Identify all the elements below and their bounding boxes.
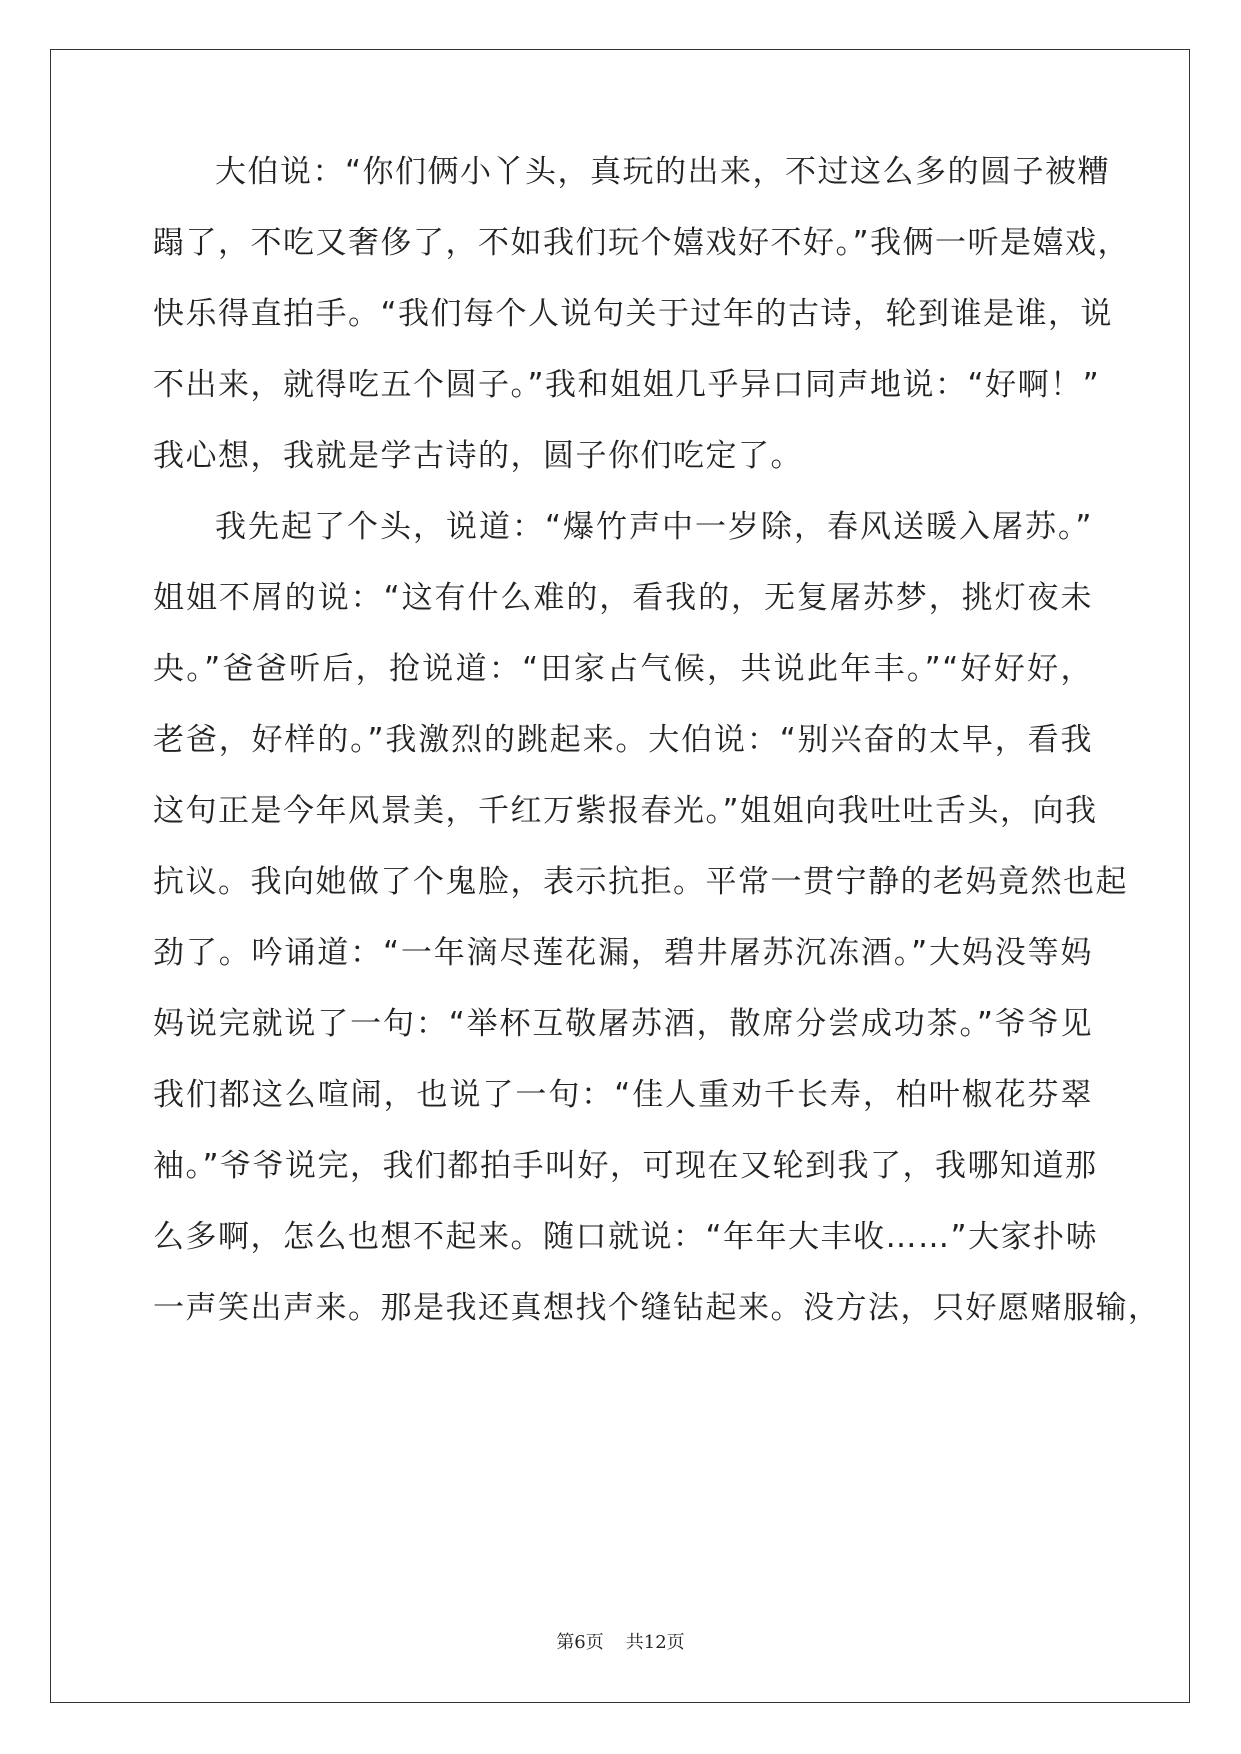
paragraph-line: 老爸，好样的。”我激烈的跳起来。大伯说：“别兴奋的太早，看我 xyxy=(153,722,1093,758)
paragraph-line: 劲了。吟诵道：“一年滴尽莲花漏，碧井屠苏沉冻酒。”大妈没等妈 xyxy=(153,935,1093,971)
paragraph-line: 妈说完就说了一句：“举杯互敬屠苏酒，散席分尝成功茶。”爷爷见 xyxy=(153,1006,1093,1042)
paragraph-line: 么多啊，怎么也想不起来。随口就说：“年年大丰收……”大家扑哧 xyxy=(153,1219,1099,1255)
paragraph-line: 这句正是今年风景美，千红万紫报春光。”姐姐向我吐吐舌头，向我 xyxy=(153,793,1098,829)
paragraph-line: 抗议。我向她做了个鬼脸，表示抗拒。平常一贯宁静的老妈竟然也起 xyxy=(153,864,1128,900)
paragraph-line: 袖。”爷爷说完，我们都拍手叫好，可现在又轮到我了，我哪知道那 xyxy=(153,1148,1098,1184)
paragraph-line: 一声笑出声来。那是我还真想找个缝钻起来。没方法，只好愿赌服输， xyxy=(153,1290,1161,1326)
paragraph-line: 蹋了，不吃又奢侈了，不如我们玩个嬉戏好不好。”我俩一听是嬉戏， xyxy=(153,225,1131,261)
paragraph-line: 大伯说：“你们俩小丫头，真玩的出来，不过这么多的圆子被糟 xyxy=(215,154,1111,190)
paragraph-line: 快乐得直拍手。“我们每个人说句关于过年的古诗，轮到谁是谁，说 xyxy=(153,296,1114,332)
page-total: 共12页 xyxy=(625,1632,685,1653)
paragraph-line: 不出来，就得吃五个圆子。”我和姐姐几乎异口同声地说：“好啊！” xyxy=(153,367,1101,403)
paragraph-line: 央。”爸爸听后，抢说道：“田家占气候，共说此年丰。”“好好好， xyxy=(153,651,1093,687)
paragraph-line: 我们都这么喧闹，也说了一句：“佳人重劝千长寿，柏叶椒花芬翠 xyxy=(153,1077,1093,1113)
paragraph-line: 我心想，我就是学古诗的，圆子你们吃定了。 xyxy=(153,438,803,474)
paragraph-line: 我先起了个头，说道：“爆竹声中一岁除，春风送暖入屠苏。” xyxy=(215,509,1093,545)
paragraph-line: 姐姐不屑的说：“这有什么难的，看我的，无复屠苏梦，挑灯夜未 xyxy=(153,580,1093,616)
page-number: 第6页 xyxy=(556,1632,604,1653)
page-footer xyxy=(0,1628,1241,1654)
